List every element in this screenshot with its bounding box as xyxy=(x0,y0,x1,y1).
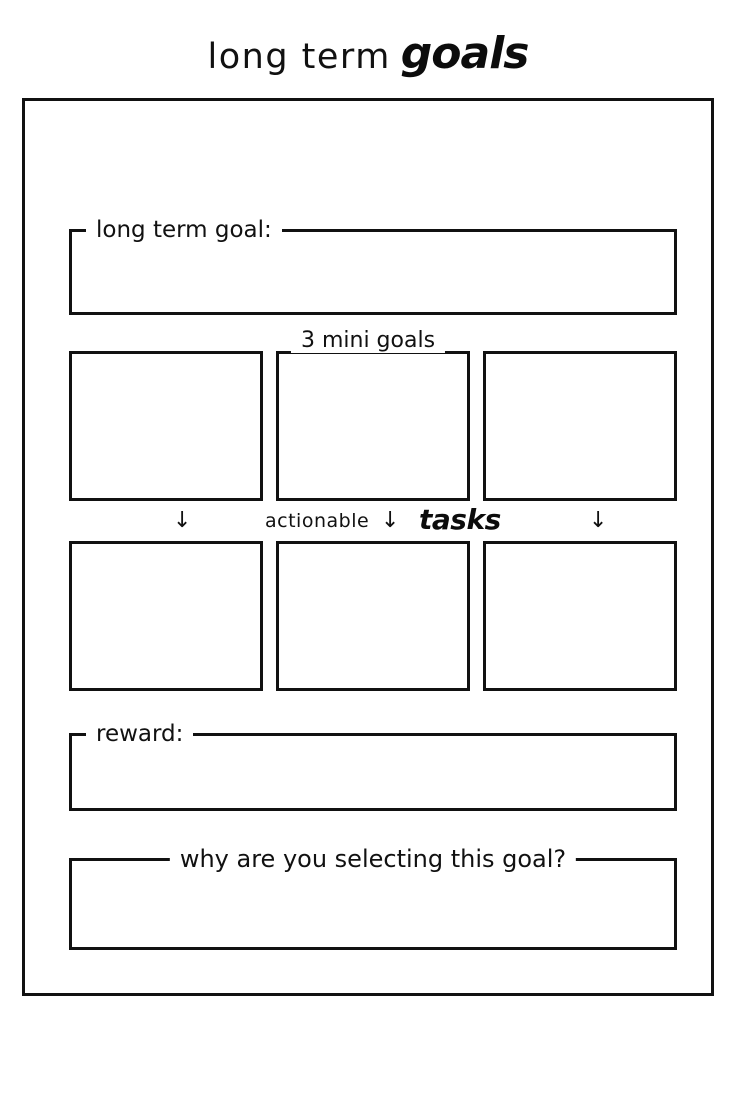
tasks-label: tasks xyxy=(419,503,501,536)
reward-label: reward: xyxy=(86,721,193,747)
worksheet-border xyxy=(22,98,714,996)
page-title-light: long term xyxy=(207,37,391,77)
page-title xyxy=(0,28,736,79)
mini-goals-heading: 3 mini goals xyxy=(291,329,445,353)
mini-goal-box-2[interactable] xyxy=(276,351,470,501)
mini-goal-input-2[interactable] xyxy=(279,354,467,498)
actionable-tasks-heading xyxy=(69,503,677,536)
tasks-row xyxy=(69,541,677,691)
why-selecting-goal-field[interactable] xyxy=(69,845,677,950)
why-selecting-goal-input[interactable] xyxy=(72,861,674,947)
task-input-2[interactable] xyxy=(279,544,467,688)
long-term-goal-label: long term goal: xyxy=(86,217,282,243)
task-input-1[interactable] xyxy=(72,544,260,688)
long-term-goal-input[interactable] xyxy=(72,232,674,312)
task-box-1[interactable] xyxy=(69,541,263,691)
mini-goal-box-3[interactable] xyxy=(483,351,677,501)
down-arrow-icon-3: ↓ xyxy=(589,508,608,533)
long-term-goal-field[interactable] xyxy=(69,217,677,315)
why-selecting-goal-label: why are you selecting this goal? xyxy=(170,846,576,872)
actionable-label: actionable xyxy=(265,510,370,532)
down-arrow-icon-2: ↓ xyxy=(381,508,400,533)
page-title-bold: goals xyxy=(400,28,529,79)
task-box-2[interactable] xyxy=(276,541,470,691)
reward-field[interactable] xyxy=(69,721,677,811)
task-box-3[interactable] xyxy=(483,541,677,691)
mini-goal-input-1[interactable] xyxy=(72,354,260,498)
mini-goals-row xyxy=(69,351,677,501)
mini-goal-input-3[interactable] xyxy=(486,354,674,498)
down-arrow-icon-1: ↓ xyxy=(173,508,192,533)
task-input-3[interactable] xyxy=(486,544,674,688)
mini-goal-box-1[interactable] xyxy=(69,351,263,501)
